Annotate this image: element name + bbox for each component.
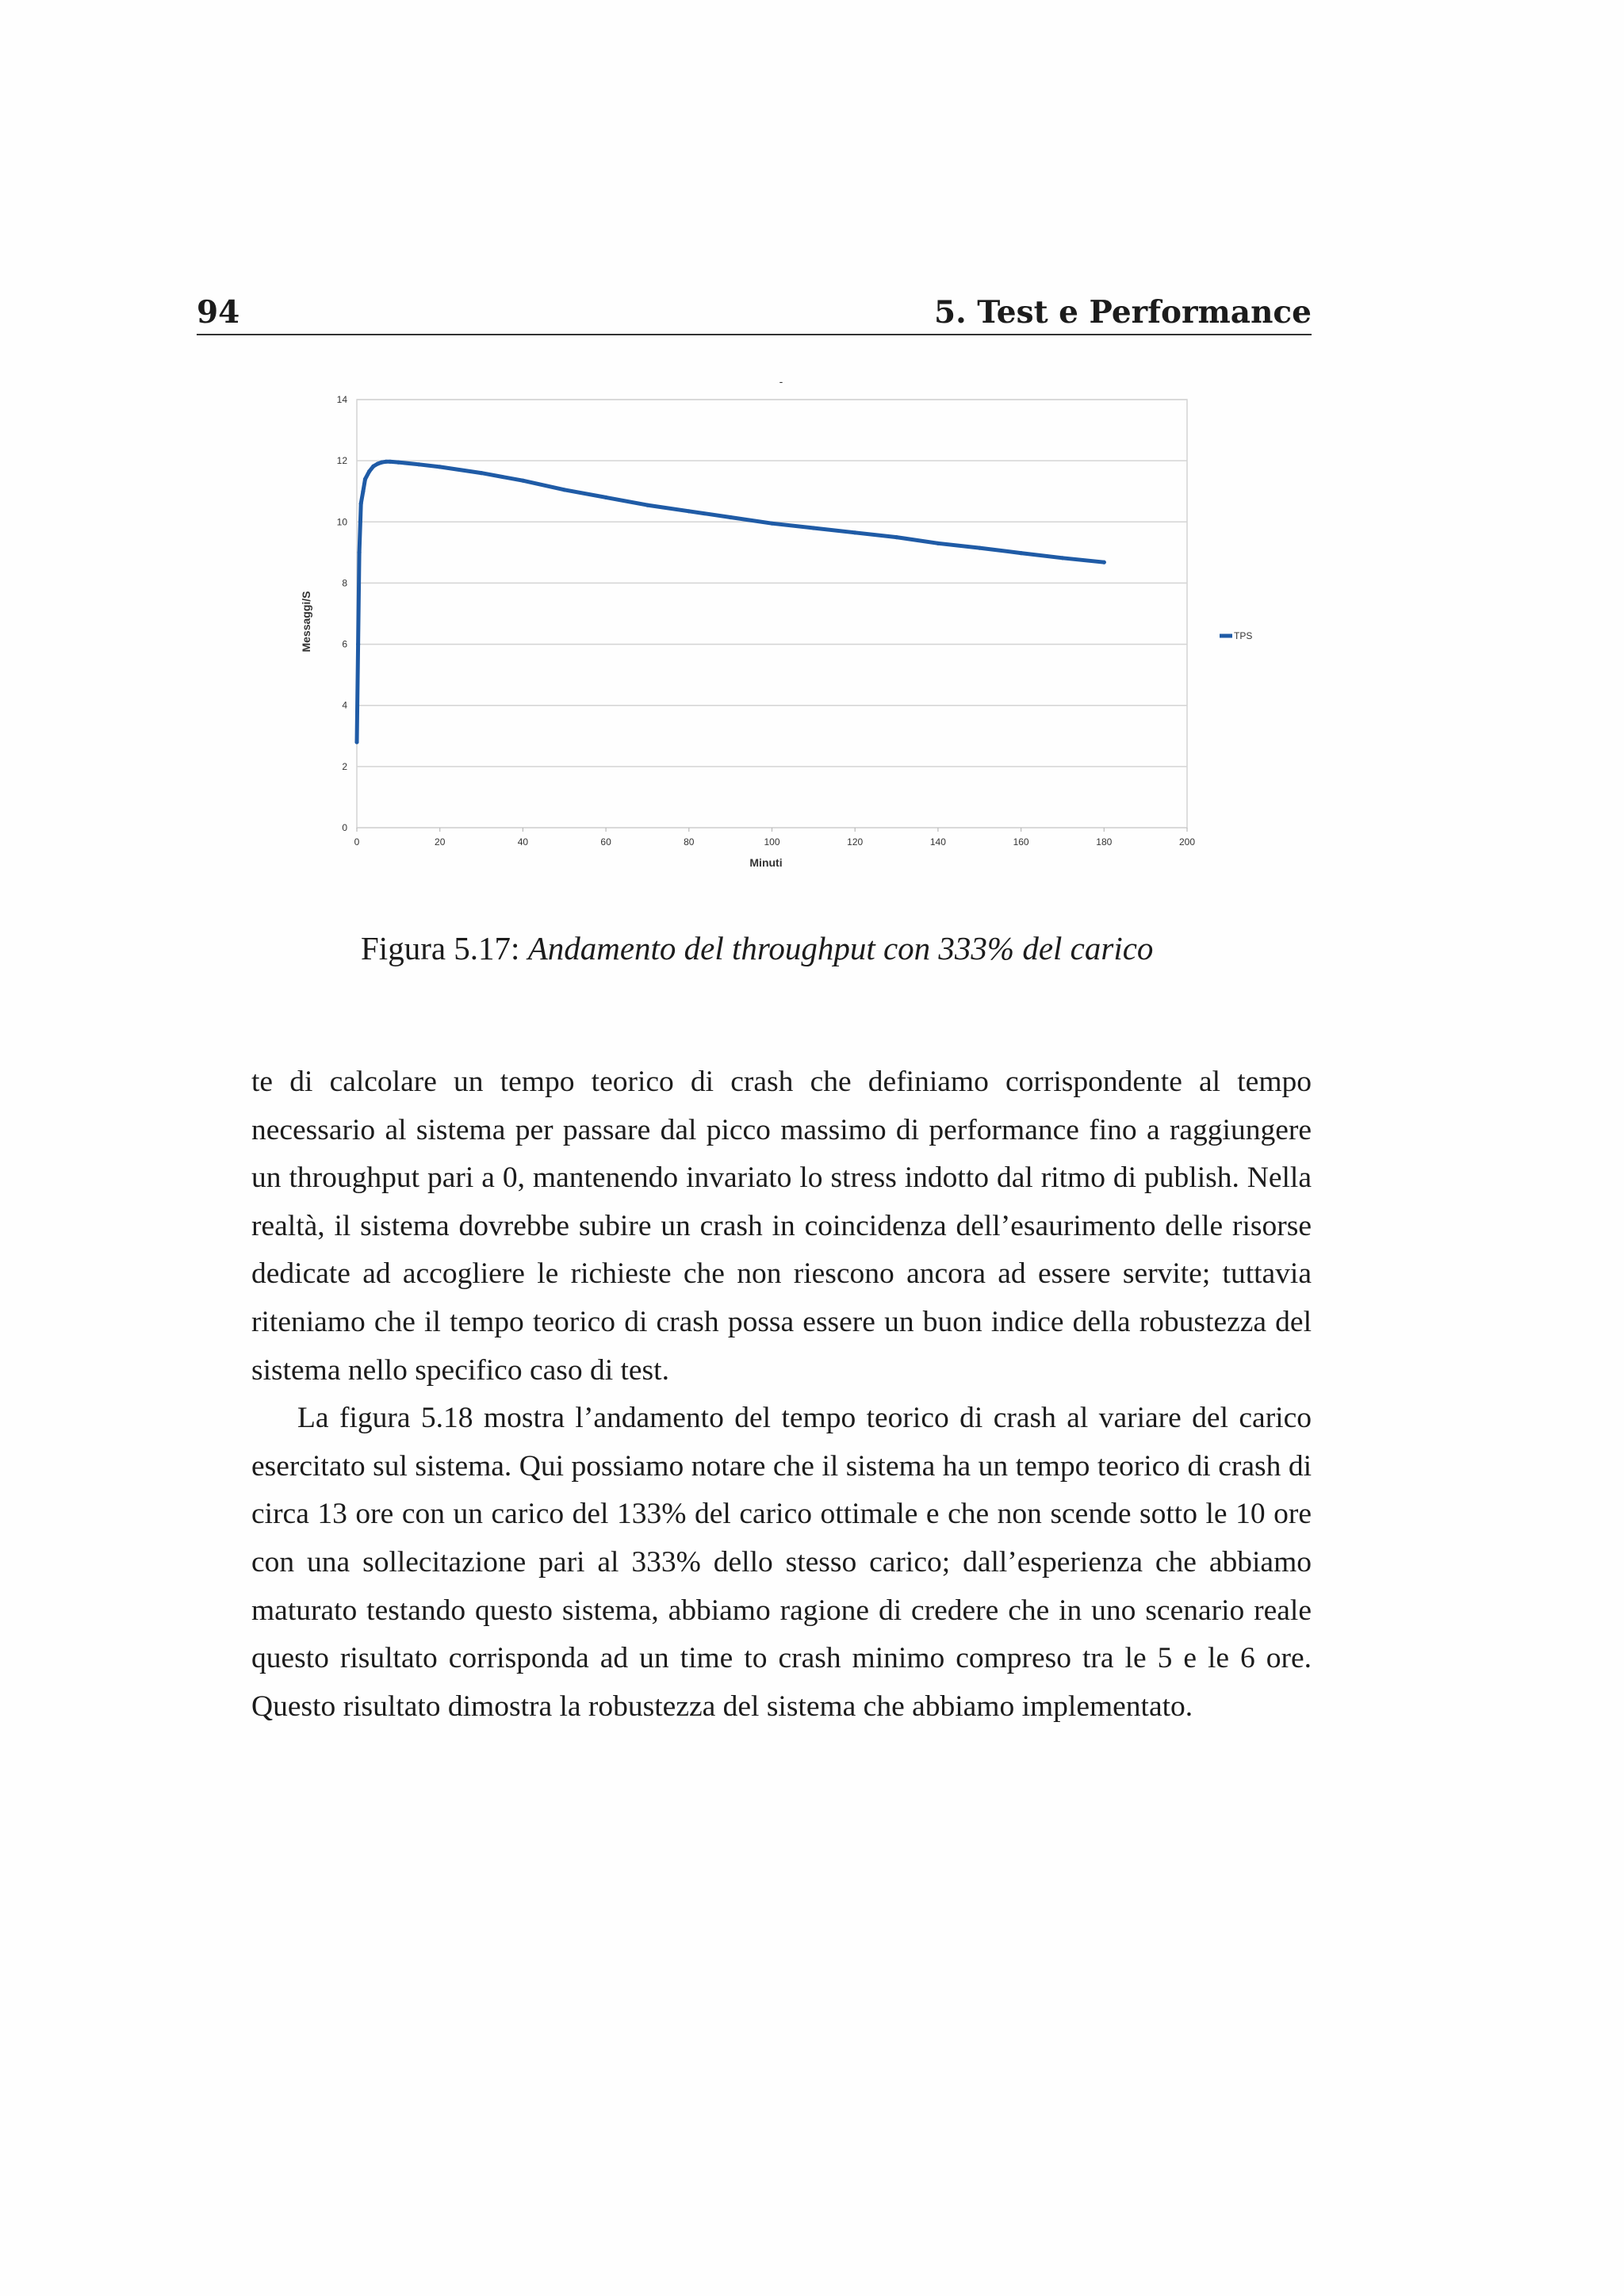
tps-data-point [388,460,392,464]
chart-legend [1220,630,1252,641]
y-tick-labels [337,394,348,833]
tps-data-point [894,535,898,539]
y-tick-label: 12 [336,455,347,467]
tps-data-point [417,462,421,466]
tps-series-line [357,461,1104,742]
tps-data-point [361,489,365,493]
x-tick-labels [354,836,1196,848]
x-tick-label: 180 [1096,836,1113,848]
chart-grid [357,400,1187,832]
tps-data-point [438,465,442,469]
x-tick-label: 100 [764,836,780,848]
x-tick-label: 120 [847,836,864,848]
legend-label: TPS [1234,630,1253,641]
tps-data-point [384,460,388,464]
tps-data-point [853,530,857,534]
x-tick-label: 80 [684,836,695,848]
tps-data-point [811,526,815,530]
tps-data-point [604,496,608,499]
tps-data-point [371,465,375,469]
tps-data-point [936,541,940,545]
throughput-chart [285,373,1285,888]
tps-data-point [380,461,384,465]
y-tick-label: 14 [336,394,347,405]
tps-data-point [687,509,691,513]
x-tick-label: 40 [517,836,529,848]
tps-data-point [363,477,367,481]
y-tick-label: 8 [342,577,347,589]
tps-data-point [562,488,566,492]
running-header [197,289,1312,335]
tps-data-point [479,471,483,475]
tps-data-point [521,479,525,483]
chart-series [354,460,1106,744]
tps-data-point [354,740,358,744]
y-tick-label: 6 [342,638,347,650]
tps-data-point [367,469,371,473]
caption-label: Figura 5.17: [361,930,520,966]
body-text [251,1058,1312,1731]
y-tick-label: 0 [342,822,347,833]
y-tick-label: 4 [342,699,347,711]
x-tick-label: 20 [435,836,446,848]
paragraph: te di calcolare un tempo teorico di crash che definiamo corrispondente al tempo necessario al sistema per passare dal picco massimo di performance fino a raggiungere un throughput pari a 0, mantenendo invariato lo stress indotto dal ritmo di publish. Nella realtà, il sistema dovrebbe subire un crash in coincidenza dell’esaurimento delle risorse dedicate ad accogliere le richieste che non riescono ancora ad essere servite; tuttavia riteniamo che il tempo teorico di crash possa essere un buon indice della robustezza del sistema nello specifico caso di test. [251,1066,1312,1387]
chapter-title: 5. Test e Performance [933,294,1312,331]
tps-data-point [770,522,774,526]
tps-data-point [978,546,982,550]
plot-frame [357,400,1187,828]
tps-data-point [359,502,363,506]
x-axis-label: Minuti [749,856,783,869]
x-tick-label: 160 [1013,836,1029,848]
tps-data-point [356,642,360,646]
x-tick-label: 60 [600,836,611,848]
tps-data-point [1060,556,1064,560]
tps-data-point [1019,551,1023,555]
x-tick-label: 140 [929,836,946,848]
tps-data-point [1102,561,1106,564]
tps-data-point [396,461,400,465]
y-tick-label: 10 [336,516,347,528]
x-tick-label: 200 [1178,836,1196,848]
caption-text: Andamento del throughput con 333% del carico [527,930,1154,966]
figure-caption [361,929,1153,967]
y-tick-label: 2 [342,760,347,772]
tps-data-point [729,515,733,519]
page-number: 94 [197,294,240,331]
tps-data-point [645,503,649,507]
tps-data-point [358,550,362,554]
tps-data-point [376,461,380,465]
paragraph: La figura 5.18 mostra l’andamento del tempo teorico di crash al variare del carico esercitato sul sistema. Qui possiamo notare che il sistema ha un tempo teorico di crash di circa 13 ore con un carico del 133% del carico ottimale e che non scende sotto le 10 ore con una sollecitazione pari al 333% dello stesso carico; dall’esperienza che abbiamo maturato testando questo sistema, abbiamo ragione di credere che in uno scenario reale questo risultato corrisponda ad un time to crash minimo compreso tra le 5 e le 6 ore. Questo risultato dimostra la robustezza del sistema che abbiamo implementato. [251,1402,1312,1723]
y-axis-label: Messaggi/S [300,591,312,652]
chart-title: - [779,375,783,388]
x-tick-label: 0 [354,836,360,848]
